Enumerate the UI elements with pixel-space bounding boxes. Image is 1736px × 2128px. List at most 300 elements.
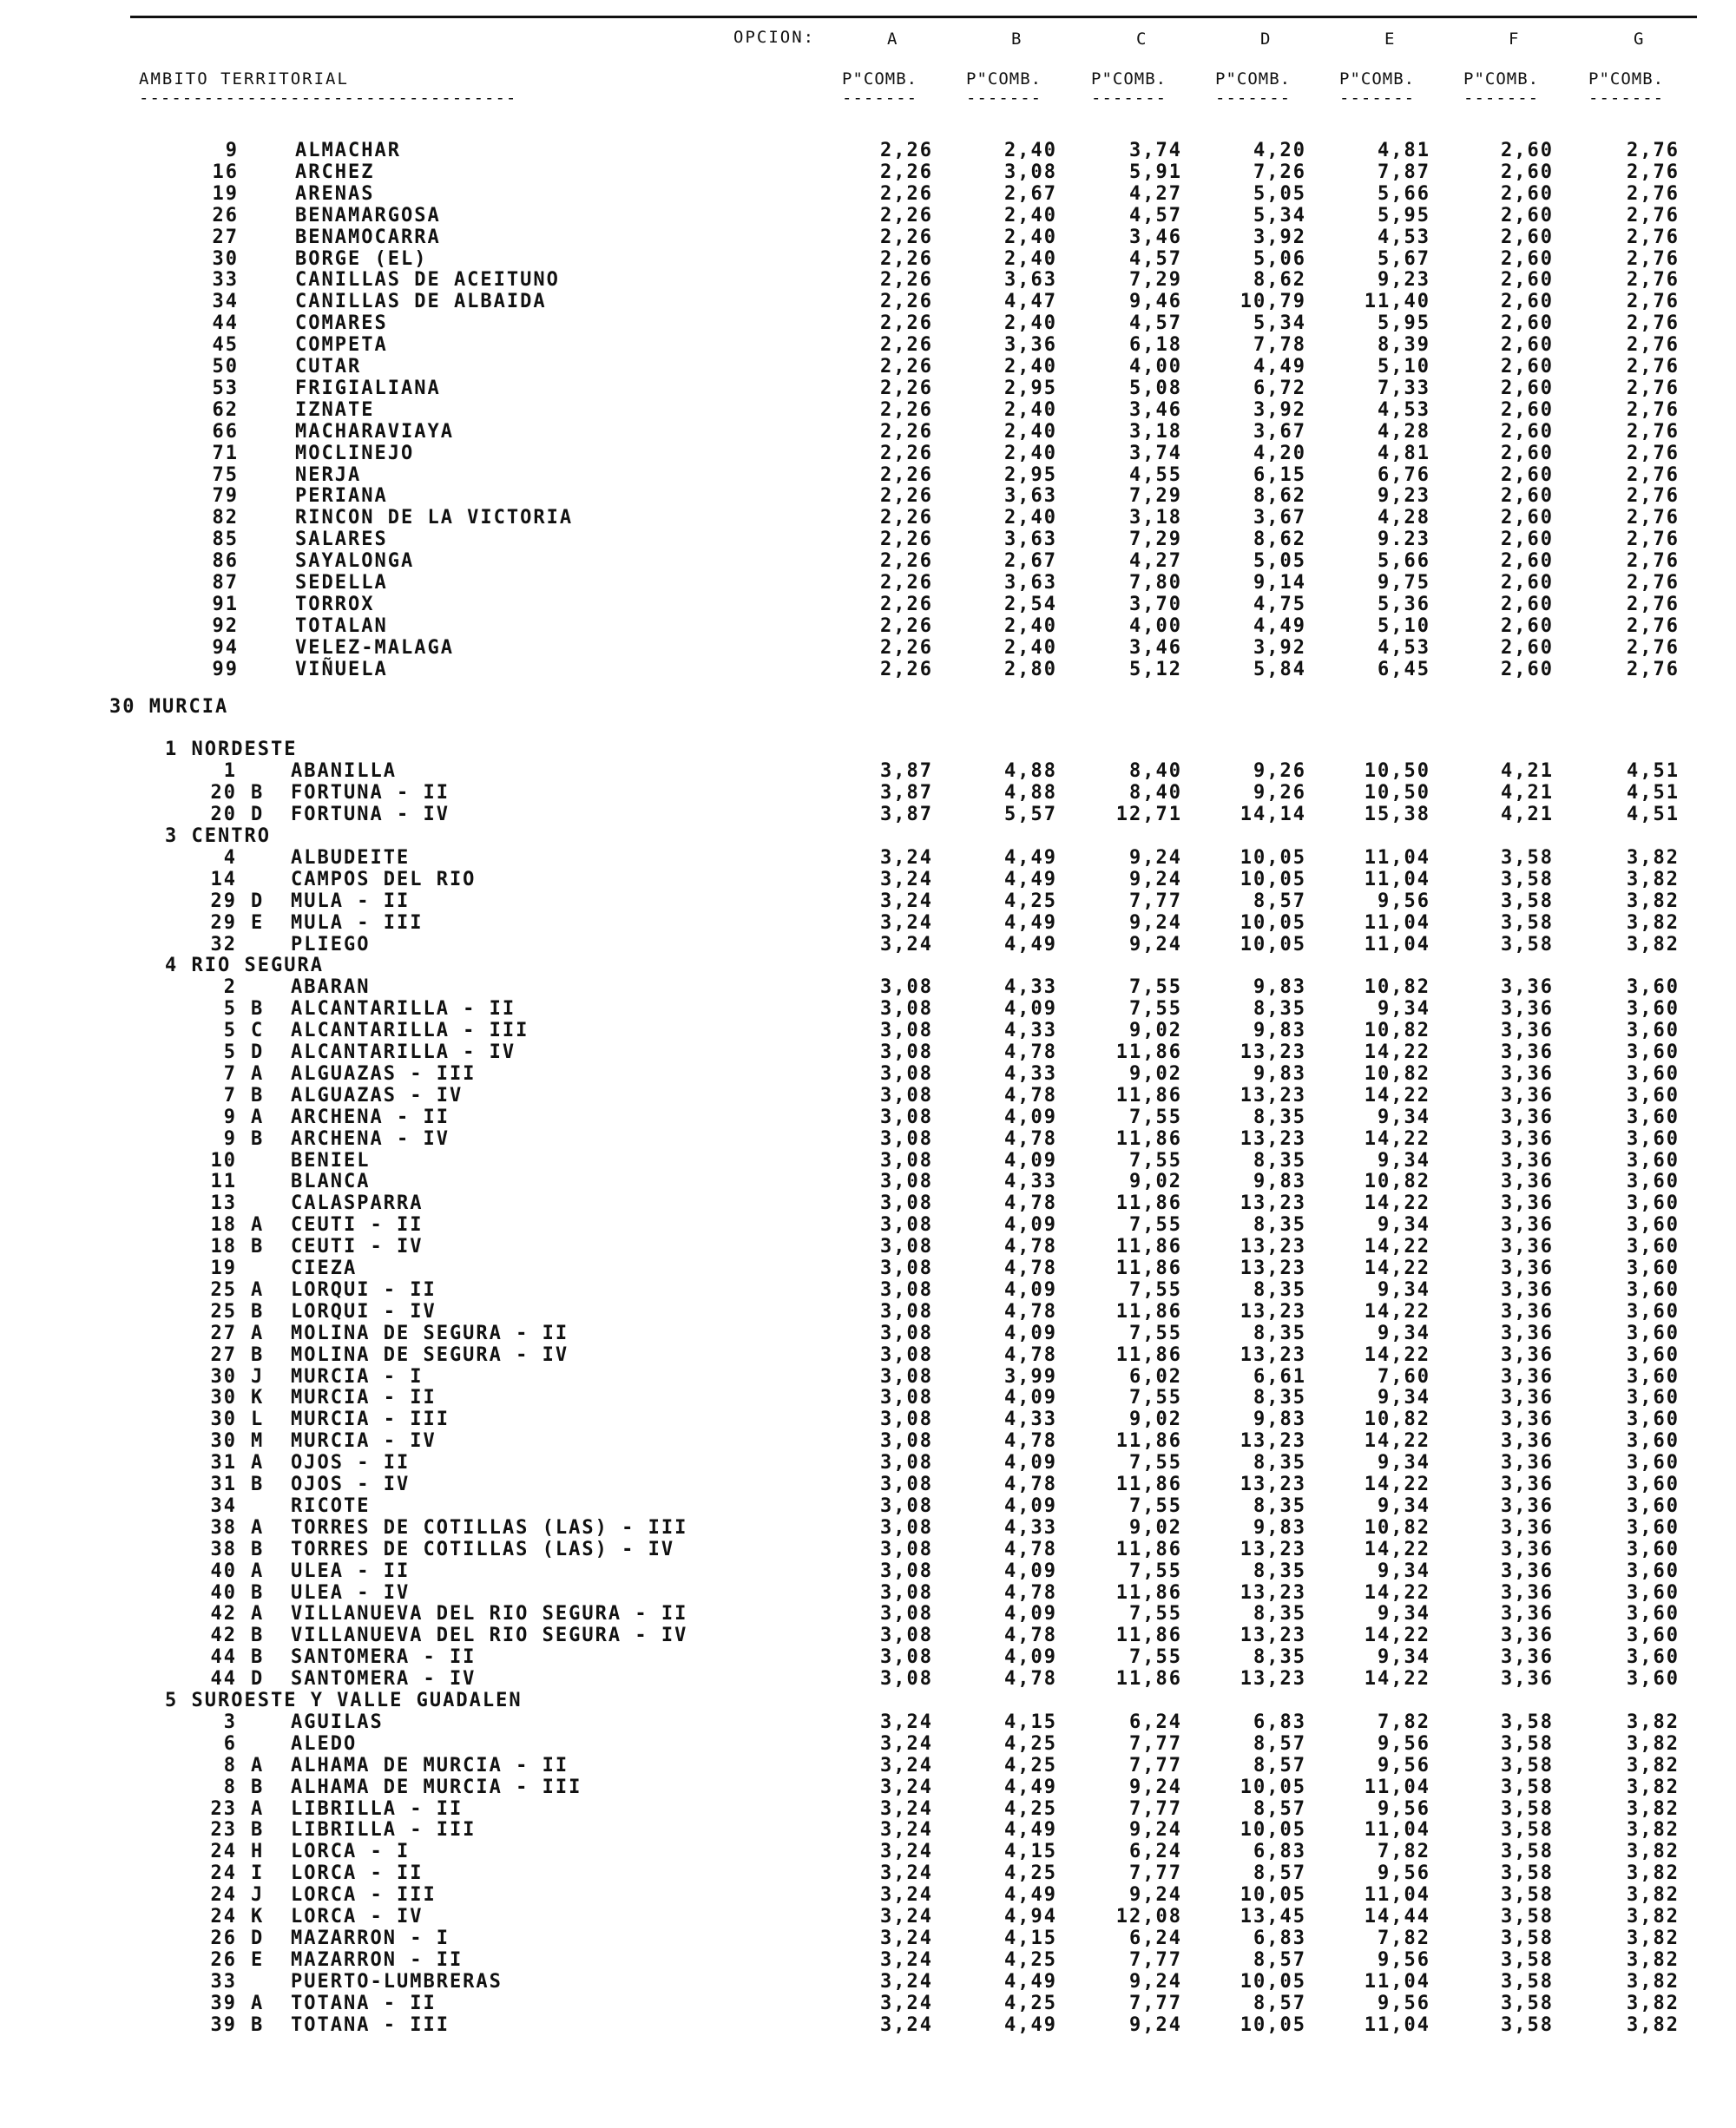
table-row	[0, 760, 1736, 782]
municipality-code: 40	[210, 1581, 237, 1604]
price-value-c: 9,02	[1129, 1062, 1182, 1085]
municipality-code: 31	[210, 1474, 237, 1495]
price-value-g: 3,60	[1627, 1387, 1680, 1409]
price-value-b: 4,33	[1004, 1516, 1057, 1539]
price-value-f: 3,36	[1501, 1668, 1554, 1691]
municipality-name: PERIANA	[295, 485, 388, 508]
municipality-name: BENAMOCARRA	[295, 226, 441, 248]
price-value-f: 3,36	[1501, 1516, 1554, 1539]
price-value-b: 4,49	[1004, 846, 1057, 869]
price-value-f: 3,36	[1501, 1365, 1554, 1388]
zone-letter: D	[251, 890, 265, 912]
municipality-code: 26	[212, 204, 239, 227]
price-value-f: 3,36	[1501, 1106, 1554, 1128]
price-value-g: 2,76	[1627, 529, 1680, 551]
price-value-b: 4,09	[1004, 1149, 1057, 1172]
price-value-c: 11,86	[1115, 1127, 1182, 1150]
municipality-code: 29	[210, 890, 237, 912]
municipality-name: CANILLAS DE ACEITUNO	[295, 269, 560, 292]
table-row	[0, 1366, 1736, 1388]
municipality-name: CANILLAS DE ALBAIDA	[295, 291, 547, 313]
price-value-b: 4,25	[1004, 1732, 1057, 1755]
municipality-code: 30	[210, 1365, 237, 1388]
price-value-d: 8,57	[1253, 1754, 1306, 1777]
price-value-d: 8,57	[1253, 890, 1306, 912]
price-value-b: 4,09	[1004, 1494, 1057, 1517]
municipality-code: 8	[223, 1776, 237, 1798]
price-value-f: 3,36	[1501, 1646, 1554, 1669]
municipality-name: TOTANA - II	[291, 1992, 437, 2014]
price-value-c: 11,86	[1115, 1581, 1182, 1604]
zone-letter: A	[251, 1516, 265, 1539]
price-value-a: 2,26	[880, 291, 933, 313]
price-value-e: 14,22	[1364, 1625, 1430, 1647]
price-value-d: 13,23	[1240, 1538, 1306, 1560]
ambito-territorial-heading: AMBITO TERRITORIAL	[139, 69, 349, 89]
price-value-c: 5,91	[1129, 161, 1182, 183]
price-value-g: 3,82	[1627, 1732, 1680, 1755]
price-value-a: 3,24	[880, 1906, 933, 1928]
price-value-d: 9,83	[1253, 976, 1306, 999]
price-value-g: 3,60	[1627, 1581, 1680, 1604]
price-value-e: 10,82	[1364, 1062, 1430, 1085]
price-value-a: 3,08	[880, 1625, 933, 1647]
pcomb-underline: -------	[1463, 89, 1540, 108]
price-value-f: 4,21	[1501, 782, 1554, 805]
price-value-f: 2,60	[1501, 161, 1554, 183]
table-row	[0, 443, 1736, 464]
price-value-g: 3,60	[1627, 1668, 1680, 1691]
price-value-b: 3,08	[1004, 161, 1057, 183]
price-value-f: 4,21	[1501, 804, 1554, 826]
price-value-g: 3,82	[1627, 1992, 1680, 2014]
price-value-e: 9,34	[1378, 1494, 1430, 1517]
municipality-name: PUERTO-LUMBRERAS	[291, 1970, 503, 1993]
municipality-name: COMARES	[295, 312, 388, 335]
price-value-e: 9,34	[1378, 1106, 1430, 1128]
municipality-code: 87	[212, 572, 239, 594]
pcomb-header: P"COMB.	[1588, 69, 1665, 89]
price-value-g: 2,76	[1627, 291, 1680, 313]
price-value-e: 9,56	[1378, 1754, 1430, 1777]
price-value-e: 14,22	[1364, 1300, 1430, 1323]
price-value-d: 13,23	[1240, 1625, 1306, 1647]
price-value-f: 3,36	[1501, 1560, 1554, 1582]
price-value-e: 14,22	[1364, 1084, 1430, 1107]
price-value-c: 7,55	[1129, 1387, 1182, 1409]
price-value-e: 9,34	[1378, 998, 1430, 1021]
price-value-d: 10,05	[1240, 1776, 1306, 1798]
price-value-g: 2,76	[1627, 161, 1680, 183]
price-value-f: 3,58	[1501, 1906, 1554, 1928]
price-value-e: 5,95	[1378, 204, 1430, 227]
municipality-name: TOTANA - III	[291, 2013, 450, 2036]
price-value-f: 2,60	[1501, 593, 1554, 615]
price-value-a: 3,24	[880, 890, 933, 912]
price-value-g: 3,82	[1627, 868, 1680, 890]
price-value-d: 3,92	[1253, 398, 1306, 421]
municipality-code: 5	[223, 1020, 237, 1042]
price-value-g: 2,76	[1627, 226, 1680, 248]
price-value-a: 2,26	[880, 614, 933, 637]
price-value-g: 2,76	[1627, 636, 1680, 659]
municipality-code: 94	[212, 636, 239, 659]
price-value-g: 3,82	[1627, 1906, 1680, 1928]
zone-letter: B	[251, 782, 265, 805]
table-row	[0, 1107, 1736, 1128]
price-value-e: 4,53	[1378, 226, 1430, 248]
price-value-b: 4,25	[1004, 1992, 1057, 2014]
price-value-d: 9,83	[1253, 1020, 1306, 1042]
price-value-f: 3,36	[1501, 1603, 1554, 1626]
municipality-name: TORRES DE COTILLAS (LAS) - IV	[291, 1538, 675, 1560]
price-value-b: 4,49	[1004, 2013, 1057, 2036]
price-value-g: 3,60	[1627, 1236, 1680, 1258]
price-value-g: 3,60	[1627, 976, 1680, 999]
zone-letter: M	[251, 1430, 265, 1453]
price-value-f: 3,36	[1501, 1127, 1554, 1150]
price-value-d: 8,35	[1253, 1560, 1306, 1582]
municipality-code: 85	[212, 529, 239, 551]
price-value-f: 2,60	[1501, 398, 1554, 421]
pcomb-underline: -------	[842, 89, 918, 108]
price-value-a: 2,26	[880, 161, 933, 183]
zone-letter: L	[251, 1409, 265, 1431]
price-value-d: 10,05	[1240, 1819, 1306, 1842]
municipality-name: MURCIA - III	[291, 1409, 450, 1431]
price-value-a: 3,24	[880, 1970, 933, 1993]
price-value-c: 4,00	[1129, 356, 1182, 378]
price-value-g: 2,76	[1627, 398, 1680, 421]
municipality-code: 23	[210, 1797, 237, 1820]
comarca-heading: 3 CENTRO	[165, 825, 271, 847]
price-value-a: 3,08	[880, 1322, 933, 1344]
comarca-heading: 5 SUROESTE Y VALLE GUADALEN	[165, 1690, 523, 1711]
municipality-code: 14	[210, 868, 237, 890]
municipality-code: 9	[225, 140, 239, 161]
municipality-code: 39	[210, 1992, 237, 2014]
price-value-a: 3,08	[880, 1020, 933, 1042]
table-row	[0, 847, 1736, 869]
price-value-a: 3,08	[880, 998, 933, 1021]
price-value-c: 7,77	[1129, 1797, 1182, 1820]
municipality-name: VILLANUEVA DEL RIO SEGURA - IV	[291, 1625, 688, 1647]
price-value-f: 3,58	[1501, 1862, 1554, 1885]
price-value-e: 4,81	[1378, 140, 1430, 161]
price-value-a: 3,87	[880, 760, 933, 783]
price-value-e: 9,34	[1378, 1560, 1430, 1582]
price-value-e: 4,81	[1378, 442, 1430, 464]
price-value-g: 3,60	[1627, 1494, 1680, 1517]
price-value-c: 7,55	[1129, 1560, 1182, 1582]
zone-letter: B	[251, 1776, 265, 1798]
price-value-c: 9,24	[1129, 1819, 1182, 1842]
price-value-g: 3,60	[1627, 1149, 1680, 1172]
price-value-a: 2,26	[880, 226, 933, 248]
table-row	[0, 248, 1736, 270]
zone-letter: J	[251, 1365, 265, 1388]
municipality-code: 71	[212, 442, 239, 464]
price-value-e: 5,10	[1378, 356, 1430, 378]
price-value-a: 3,08	[880, 1560, 933, 1582]
price-value-f: 3,58	[1501, 890, 1554, 912]
price-value-e: 14,22	[1364, 1127, 1430, 1150]
price-value-d: 9,26	[1253, 760, 1306, 783]
price-value-a: 2,26	[880, 334, 933, 357]
price-value-c: 3,46	[1129, 398, 1182, 421]
table-row	[0, 912, 1736, 934]
price-value-b: 4,49	[1004, 868, 1057, 890]
zone-letter: A	[251, 1278, 265, 1301]
price-value-c: 9,24	[1129, 868, 1182, 890]
municipality-name: MULA - III	[291, 911, 424, 934]
price-value-b: 4,33	[1004, 1409, 1057, 1431]
municipality-name: MACHARAVIAYA	[295, 420, 454, 443]
price-value-c: 7,55	[1129, 1214, 1182, 1237]
price-value-e: 10,50	[1364, 782, 1430, 805]
table-row	[0, 637, 1736, 659]
price-value-b: 2,95	[1004, 463, 1057, 486]
price-value-c: 11,86	[1115, 1236, 1182, 1258]
price-value-g: 3,60	[1627, 1020, 1680, 1042]
table-row	[0, 1798, 1736, 1820]
price-value-e: 11,04	[1364, 2013, 1430, 2036]
price-value-e: 11,04	[1364, 868, 1430, 890]
price-value-g: 3,60	[1627, 1322, 1680, 1344]
price-value-c: 7,80	[1129, 572, 1182, 594]
price-value-d: 13,23	[1240, 1300, 1306, 1323]
price-value-g: 2,76	[1627, 420, 1680, 443]
price-value-g: 2,76	[1627, 140, 1680, 161]
price-value-f: 3,58	[1501, 1797, 1554, 1820]
price-value-f: 2,60	[1501, 226, 1554, 248]
option-letter-a: A	[887, 30, 898, 49]
price-value-g: 2,76	[1627, 658, 1680, 680]
municipality-name: ALHAMA DE MURCIA - III	[291, 1776, 582, 1798]
pcomb-header: P"COMB.	[966, 69, 1042, 89]
option-letter-b: B	[1011, 30, 1023, 49]
price-value-a: 3,08	[880, 1084, 933, 1107]
price-value-e: 10,50	[1364, 760, 1430, 783]
price-value-b: 4,33	[1004, 1171, 1057, 1193]
price-value-c: 9,24	[1129, 911, 1182, 934]
price-value-b: 4,49	[1004, 911, 1057, 934]
municipality-name: FORTUNA - II	[291, 782, 450, 805]
price-value-g: 3,82	[1627, 1862, 1680, 1885]
price-value-f: 3,36	[1501, 1387, 1554, 1409]
municipality-code: 26	[210, 1948, 237, 1971]
price-value-c: 6,24	[1129, 1711, 1182, 1733]
municipality-name: BENIEL	[291, 1149, 371, 1172]
price-value-g: 3,60	[1627, 1192, 1680, 1215]
price-value-e: 9,56	[1378, 1948, 1430, 1971]
price-value-f: 3,58	[1501, 933, 1554, 956]
price-value-f: 2,60	[1501, 636, 1554, 659]
price-value-d: 3,92	[1253, 226, 1306, 248]
price-value-c: 9,46	[1129, 291, 1182, 313]
price-value-e: 7,82	[1378, 1711, 1430, 1733]
price-value-e: 11,04	[1364, 1884, 1430, 1907]
price-value-b: 2,40	[1004, 636, 1057, 659]
municipality-code: 9	[223, 1127, 237, 1150]
price-value-d: 13,23	[1240, 1668, 1306, 1691]
price-value-b: 4,33	[1004, 976, 1057, 999]
price-value-f: 3,36	[1501, 1343, 1554, 1366]
municipality-code: 91	[212, 593, 239, 615]
price-value-a: 3,24	[880, 1819, 933, 1842]
price-value-a: 3,08	[880, 1452, 933, 1474]
municipality-code: 29	[210, 911, 237, 934]
price-value-f: 3,36	[1501, 1236, 1554, 1258]
price-value-c: 11,86	[1115, 1538, 1182, 1560]
price-value-b: 2,40	[1004, 247, 1057, 270]
table-row	[0, 1171, 1736, 1192]
price-value-a: 2,26	[880, 507, 933, 529]
municipality-code: 13	[210, 1192, 237, 1215]
price-value-d: 13,23	[1240, 1041, 1306, 1063]
price-value-g: 2,76	[1627, 356, 1680, 378]
zone-letter: B	[251, 1646, 265, 1669]
zone-letter: C	[251, 1020, 265, 1042]
price-value-c: 7,77	[1129, 1992, 1182, 2014]
table-row	[0, 1192, 1736, 1214]
price-value-c: 9,24	[1129, 2013, 1182, 2036]
table-row	[0, 1625, 1736, 1646]
price-value-c: 7,55	[1129, 1322, 1182, 1344]
price-value-a: 3,24	[880, 2013, 933, 2036]
price-value-a: 2,26	[880, 377, 933, 399]
price-value-a: 3,08	[880, 1387, 933, 1409]
price-value-e: 5,95	[1378, 312, 1430, 335]
municipality-code: 31	[210, 1452, 237, 1474]
municipality-name: ULEA - IV	[291, 1581, 411, 1604]
price-value-c: 11,86	[1115, 1192, 1182, 1215]
price-value-c: 11,86	[1115, 1343, 1182, 1366]
price-value-b: 4,78	[1004, 1236, 1057, 1258]
price-value-a: 3,08	[880, 1343, 933, 1366]
price-value-f: 3,58	[1501, 1841, 1554, 1863]
price-value-c: 3,74	[1129, 442, 1182, 464]
table-row	[0, 1279, 1736, 1301]
price-value-a: 3,24	[880, 1754, 933, 1777]
price-value-d: 13,23	[1240, 1430, 1306, 1453]
price-value-d: 3,67	[1253, 507, 1306, 529]
municipality-code: 7	[223, 1062, 237, 1085]
price-value-e: 5,66	[1378, 182, 1430, 205]
price-value-f: 3,58	[1501, 1884, 1554, 1907]
price-value-g: 2,76	[1627, 442, 1680, 464]
table-row	[0, 1474, 1736, 1495]
zone-letter: A	[251, 1560, 265, 1582]
municipality-code: 99	[212, 658, 239, 680]
table-row	[0, 1041, 1736, 1063]
price-value-d: 5,34	[1253, 312, 1306, 335]
zone-letter: D	[251, 1927, 265, 1949]
table-row	[0, 227, 1736, 248]
municipality-name: ARENAS	[295, 182, 375, 205]
price-value-d: 8,35	[1253, 1278, 1306, 1301]
price-value-e: 15,38	[1364, 804, 1430, 826]
price-value-f: 3,36	[1501, 1474, 1554, 1495]
price-value-f: 2,60	[1501, 377, 1554, 399]
price-value-f: 3,58	[1501, 1819, 1554, 1842]
price-value-b: 3,63	[1004, 572, 1057, 594]
pcomb-header: P"COMB.	[1091, 69, 1167, 89]
price-value-g: 4,51	[1627, 760, 1680, 783]
price-value-g: 3,60	[1627, 1646, 1680, 1669]
price-value-b: 4,09	[1004, 1278, 1057, 1301]
table-row	[0, 1387, 1736, 1409]
price-value-a: 3,08	[880, 1127, 933, 1150]
table-row	[0, 1841, 1736, 1862]
municipality-name: ABARAN	[291, 976, 371, 999]
price-value-g: 2,76	[1627, 377, 1680, 399]
price-value-d: 5,84	[1253, 658, 1306, 680]
price-value-f: 2,60	[1501, 291, 1554, 313]
municipality-name: CALASPARRA	[291, 1192, 424, 1215]
price-value-g: 4,51	[1627, 804, 1680, 826]
price-value-d: 4,20	[1253, 140, 1306, 161]
municipality-name: ALGUAZAS - III	[291, 1062, 477, 1085]
municipality-name: TORROX	[295, 593, 375, 615]
price-value-g: 2,76	[1627, 334, 1680, 357]
price-value-e: 11,04	[1364, 1776, 1430, 1798]
price-value-g: 3,60	[1627, 1214, 1680, 1237]
table-row	[0, 890, 1736, 912]
province-heading: 30 MURCIA	[109, 695, 229, 718]
municipality-code: 20	[210, 804, 237, 826]
price-value-a: 2,26	[880, 312, 933, 335]
price-value-f: 2,60	[1501, 312, 1554, 335]
price-value-c: 5,12	[1129, 658, 1182, 680]
price-value-b: 4,25	[1004, 1862, 1057, 1885]
zone-letter: A	[251, 1452, 265, 1474]
price-value-b: 2,40	[1004, 420, 1057, 443]
price-value-g: 3,60	[1627, 1084, 1680, 1107]
municipality-code: 24	[210, 1862, 237, 1885]
price-value-b: 4,78	[1004, 1625, 1057, 1647]
price-value-g: 2,76	[1627, 507, 1680, 529]
municipality-name: ARCHENA - IV	[291, 1127, 450, 1150]
price-value-c: 4,55	[1129, 463, 1182, 486]
price-value-a: 2,26	[880, 182, 933, 205]
municipality-code: 30	[212, 247, 239, 270]
municipality-name: LORQUI - II	[291, 1278, 437, 1301]
price-value-c: 9,24	[1129, 933, 1182, 956]
price-value-b: 4,78	[1004, 1192, 1057, 1215]
municipality-code: 6	[223, 1732, 237, 1755]
price-value-f: 3,58	[1501, 1711, 1554, 1733]
price-value-b: 2,40	[1004, 398, 1057, 421]
price-value-e: 9,75	[1378, 572, 1430, 594]
price-value-a: 3,24	[880, 933, 933, 956]
price-value-d: 5,34	[1253, 204, 1306, 227]
municipality-code: 24	[210, 1841, 237, 1863]
price-value-f: 2,60	[1501, 572, 1554, 594]
price-value-d: 13,23	[1240, 1343, 1306, 1366]
price-value-e: 14,22	[1364, 1474, 1430, 1495]
price-value-b: 2,95	[1004, 377, 1057, 399]
price-value-e: 7,60	[1378, 1365, 1430, 1388]
price-value-a: 3,24	[880, 846, 933, 869]
price-value-b: 5,57	[1004, 804, 1057, 826]
zone-letter: B	[251, 1236, 265, 1258]
price-value-c: 9,24	[1129, 1884, 1182, 1907]
price-value-d: 6,83	[1253, 1927, 1306, 1949]
municipality-code: 24	[210, 1884, 237, 1907]
price-value-a: 2,26	[880, 658, 933, 680]
municipality-name: ALEDO	[291, 1732, 358, 1755]
